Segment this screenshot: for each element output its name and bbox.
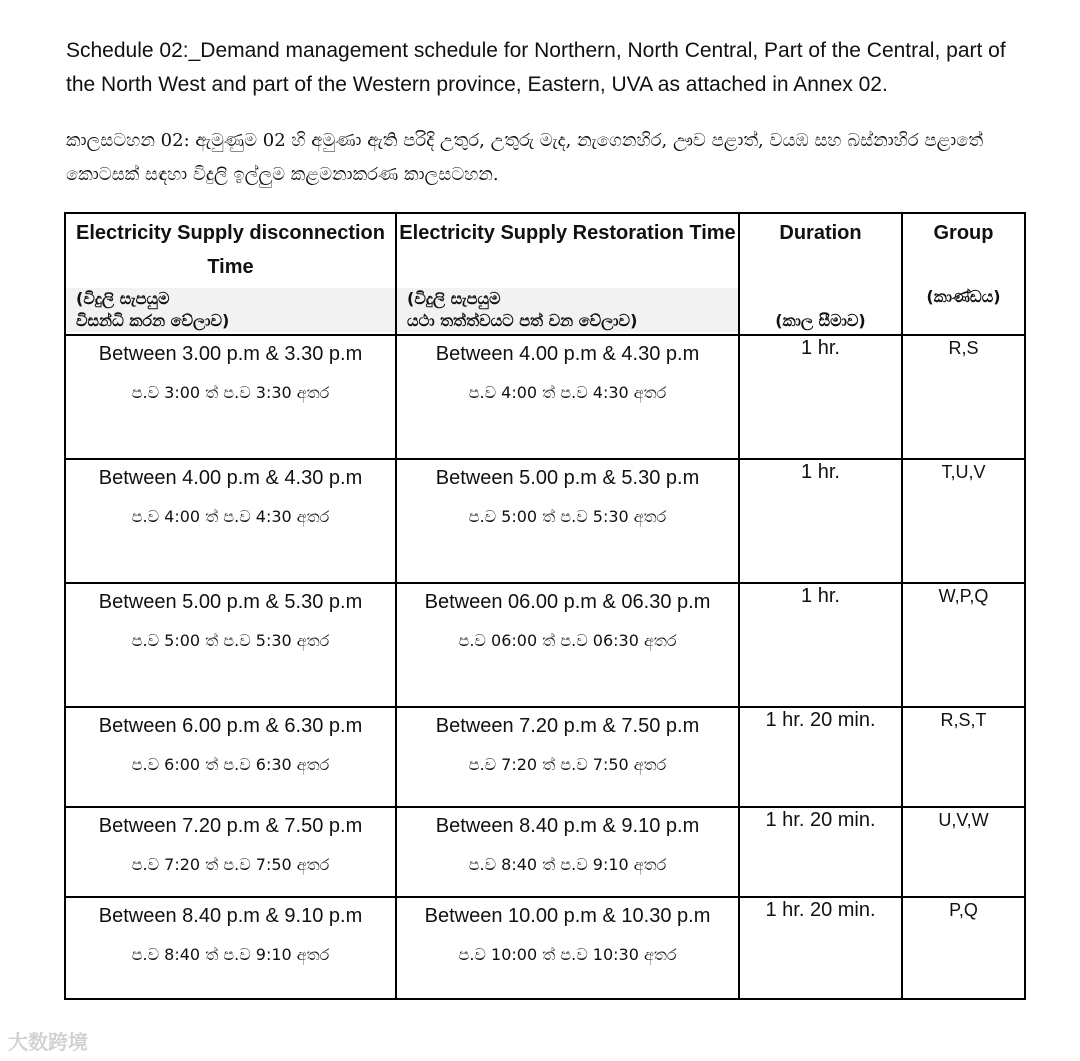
duration-cell: 1 hr. 20 min.: [739, 707, 902, 807]
header-disconnection-time: [65, 213, 396, 335]
table-row: [65, 583, 1025, 707]
restoration-time-si: ප.ව 4:00 ත් ප.ව 4:30 අතර: [468, 383, 667, 402]
table-row: [65, 807, 1025, 897]
header-label-si-line1: (විදුලි සැපයුම: [66, 288, 395, 310]
disconnection-time-si: ප.ව 3:00 ත් ප.ව 3:30 අතර: [131, 383, 330, 402]
disconnection-time-en: Between 5.00 p.m & 5.30 p.m: [98, 591, 363, 613]
restoration-cell: [396, 459, 739, 583]
group-cell: T,U,V: [902, 459, 1025, 583]
header-duration: [739, 213, 902, 335]
watermark: 大数跨境: [8, 1032, 88, 1054]
restoration-cell: [396, 807, 739, 897]
schedule-table: [64, 212, 1026, 1000]
header-restoration-time: [396, 213, 739, 335]
duration-cell: 1 hr. 20 min.: [739, 897, 902, 999]
restoration-time-si: ප.ව 7:20 ත් ප.ව 7:50 අතර: [468, 755, 667, 774]
table-row: [65, 459, 1025, 583]
header-label-en: Electricity Supply Restoration Time: [399, 222, 736, 244]
duration-cell: 1 hr.: [739, 459, 902, 583]
disconnection-time-en: Between 4.00 p.m & 4.30 p.m: [98, 467, 363, 489]
duration-cell: 1 hr.: [739, 583, 902, 707]
restoration-time-en: Between 5.00 p.m & 5.30 p.m: [435, 467, 700, 489]
table-row: [65, 335, 1025, 459]
restoration-cell: [396, 583, 739, 707]
header-group: [902, 213, 1025, 335]
duration-cell: 1 hr.: [739, 335, 902, 459]
group-cell: R,S,T: [902, 707, 1025, 807]
group-cell: U,V,W: [902, 807, 1025, 897]
table-row: [65, 707, 1025, 807]
restoration-time-si: ප.ව 06:00 ත් ප.ව 06:30 අතර: [458, 631, 677, 650]
restoration-cell: [396, 335, 739, 459]
restoration-time-en: Between 7.20 p.m & 7.50 p.m: [435, 715, 700, 737]
disconnection-cell: [65, 459, 396, 583]
disconnection-time-en: Between 8.40 p.m & 9.10 p.m: [98, 905, 363, 927]
header-label-en: Duration: [779, 222, 862, 244]
group-cell: W,P,Q: [902, 583, 1025, 707]
restoration-time-en: Between 06.00 p.m & 06.30 p.m: [424, 591, 711, 613]
group-cell: P,Q: [902, 897, 1025, 999]
header-label-si-line2: යථා තත්ත්වයට පත් වන වේලාව): [397, 310, 738, 332]
disconnection-time-si: ප.ව 4:00 ත් ප.ව 4:30 අතර: [131, 507, 330, 526]
header-label-si-line1: (විදුලි සැපයුම: [397, 288, 738, 310]
restoration-time-si: ප.ව 8:40 ත් ප.ව 9:10 අතර: [468, 855, 667, 874]
restoration-time-en: Between 4.00 p.m & 4.30 p.m: [435, 343, 700, 365]
restoration-time-si: ප.ව 5:00 ත් ප.ව 5:30 අතර: [468, 507, 667, 526]
disconnection-time-en: Between 7.20 p.m & 7.50 p.m: [98, 815, 363, 837]
group-cell: R,S: [902, 335, 1025, 459]
restoration-time-si: ප.ව 10:00 ත් ප.ව 10:30 අතර: [458, 945, 677, 964]
heading-english: Schedule 02:_Demand management schedule for Northern, North Central, Part of the Central, part of the North West and part of the Western province, Eastern, UVA as attached in Annex 02.: [66, 39, 1006, 96]
disconnection-time-si: ප.ව 6:00 ත් ප.ව 6:30 අතර: [131, 755, 330, 774]
disconnection-cell: [65, 807, 396, 897]
header-label-en: Group: [933, 222, 994, 244]
header-label-si-line2: විසන්ධි කරන වේලාව): [66, 310, 395, 332]
disconnection-time-en: Between 6.00 p.m & 6.30 p.m: [98, 715, 363, 737]
restoration-cell: [396, 897, 739, 999]
duration-cell: 1 hr. 20 min.: [739, 807, 902, 897]
disconnection-cell: [65, 335, 396, 459]
disconnection-cell: [65, 583, 396, 707]
table-row: [65, 897, 1025, 999]
disconnection-cell: [65, 707, 396, 807]
disconnection-time-si: ප.ව 5:00 ත් ප.ව 5:30 අතර: [131, 631, 330, 650]
disconnection-time-si: ප.ව 7:20 ත් ප.ව 7:50 අතර: [131, 855, 330, 874]
heading-sinhala: කාලසටහන 02: ඇමුණුම 02 හි අමුණා ඇති පරිදි උතුර, උතුරු මැද, නැගෙනහිර, ඌව පළාත්, වයඹ සහ බස්නාහිර පළාතේ කොටසක් සඳහා විදුලි ඉල්ලුම කළමනාකරණ කාලසටහන.: [66, 130, 984, 185]
header-label-si: (කාණ්ඩය): [926, 287, 1001, 306]
disconnection-cell: [65, 897, 396, 999]
disconnection-time-si: ප.ව 8:40 ත් ප.ව 9:10 අතර: [131, 945, 330, 964]
restoration-time-en: Between 8.40 p.m & 9.10 p.m: [435, 815, 700, 837]
table-header-row: [65, 213, 1025, 335]
header-label-en: Electricity Supply disconnection Time: [76, 222, 385, 278]
restoration-cell: [396, 707, 739, 807]
header-label-si: (කාල සීමාව): [775, 311, 866, 330]
disconnection-time-en: Between 3.00 p.m & 3.30 p.m: [98, 343, 363, 365]
restoration-time-en: Between 10.00 p.m & 10.30 p.m: [424, 905, 711, 927]
